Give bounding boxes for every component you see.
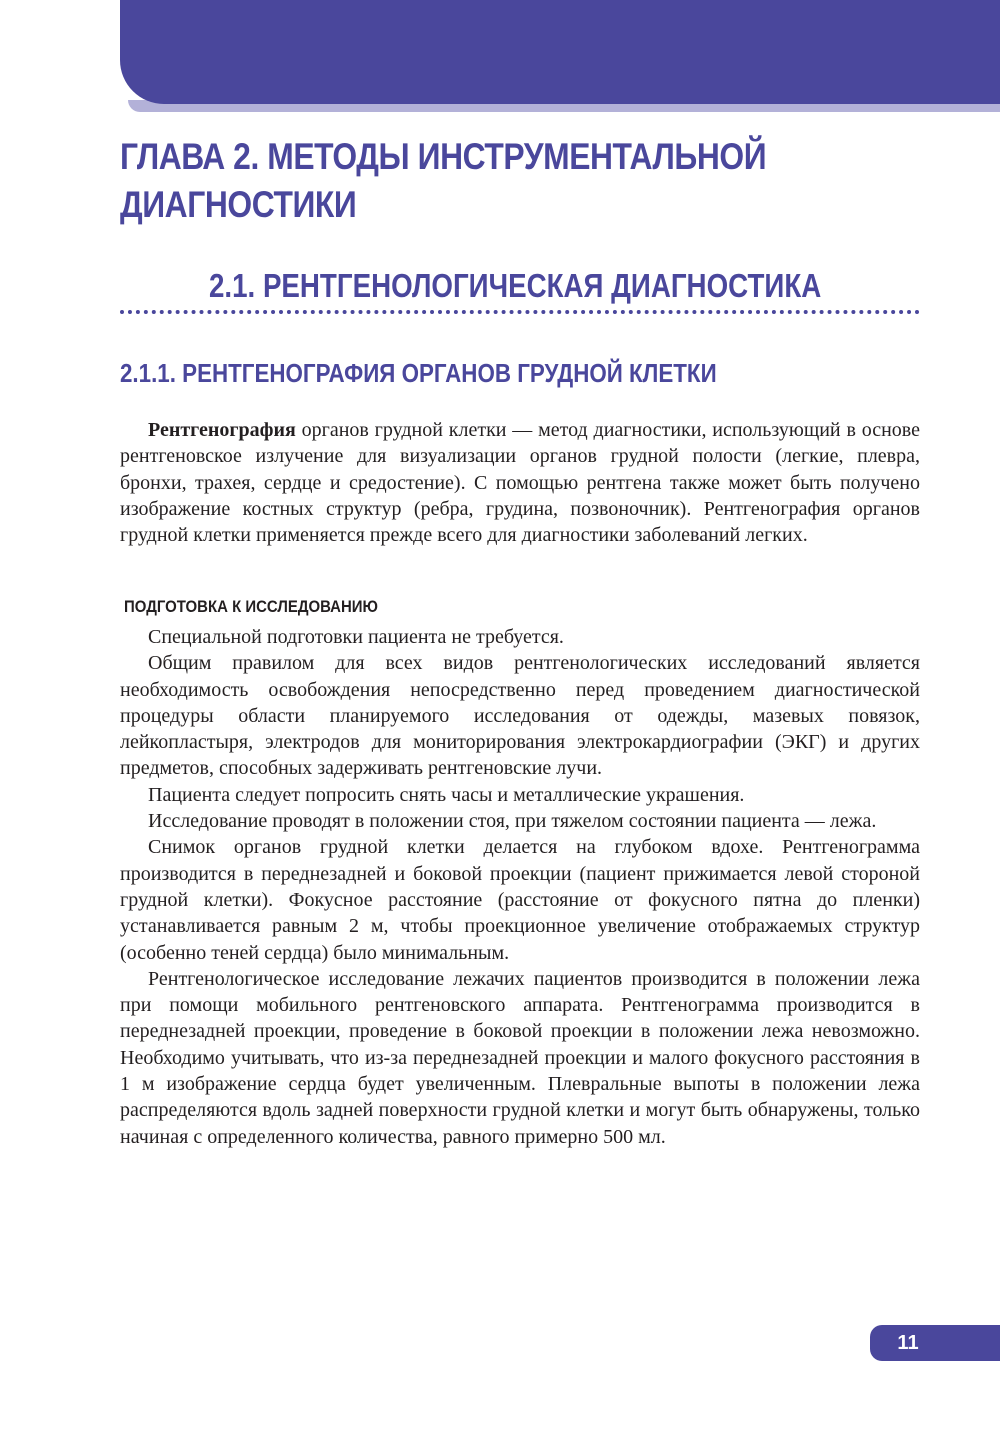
paragraph: Исследование проводят в положении стоя, при тяжелом состоянии пациента — лежа. <box>148 810 877 833</box>
page-number: 11 <box>897 1332 919 1354</box>
paragraph: Пациента следует попросить снять часы и металлические украшения. <box>148 783 745 806</box>
paragraph: Снимок органов грудной клетки делается на глубоком вдохе. Рентгенограмма производится в переднезадней и боковой проекции (пациент прижимается левой стороной грудной клетки). Фокусное расстояние (расстояние от фокусного пятна до пленки) устанавливается равным 2 м, чтобы проекционное увеличение отображаемых структур (особенно теней сердца) было минимальным. <box>120 836 920 964</box>
header-banner <box>120 0 1000 104</box>
intro-paragraph <box>120 417 920 548</box>
chapter-title: ГЛАВА 2. МЕТОДЫ ИНСТРУМЕНТАЛЬНОЙ ДИАГНОСТИКИ <box>120 136 767 225</box>
preparation-heading: ПОДГОТОВКА К ИССЛЕДОВАНИЮ <box>124 597 378 616</box>
section-title: 2.1. РЕНТГЕНОЛОГИЧЕСКАЯ ДИАГНОСТИКА <box>209 267 822 304</box>
paragraph: Общим правилом для всех видов рентгенологических исследований является необходимость освобождения непосредственно перед проведением диагностической процедуры области планируемого исследования от одежды, мазевых повязок, лейкопластыря, электродов для мониторирования электрокардиографии (ЭКГ) и других предметов, способных задерживать рентгеновские лучи. <box>120 652 920 780</box>
intro-term: Рентгенография <box>148 419 296 441</box>
page-number-tab <box>870 1325 1000 1361</box>
intro-paragraph-block <box>120 417 920 548</box>
paragraph: Рентгенологическое исследование лежачих пациентов производится в положении лежа при помощи мобильного рентгеновского аппарата. Рентгенограмма производится в переднезадней проекции, проведение в боковой проекции в положении лежа невозможно. Необходимо учитывать, что из-за переднезадней проекции и малого фокусного расстояния в 1 м изображение сердца будет увеличенным. Плевральные выпоты в положении лежа распределяются вдоль задней поверхности грудной клетки и могут быть обнаружены, только начиная с определенного количества, равного примерно 500 мл. <box>120 967 920 1148</box>
section-divider <box>120 310 920 314</box>
paragraph: Специальной подготовки пациента не требуется. <box>148 626 564 648</box>
preparation-text <box>120 624 920 1150</box>
subsection-title: 2.1.1. РЕНТГЕНОГРАФИЯ ОРГАНОВ ГРУДНОЙ КЛЕТКИ <box>120 358 717 388</box>
intro-text: органов грудной клетки — метод диагностики, использующий в основе рентгеновское излучение для визуализации органов грудной полости (легкие, плевра, бронхи, трахея, сердце и средостение). С помощью рентгена также может быть получено изображение костных структур (ребра, грудина, позвоночник). Рентгенография органов грудной клетки применяется прежде всего для диагностики заболеваний легких. <box>120 419 920 547</box>
